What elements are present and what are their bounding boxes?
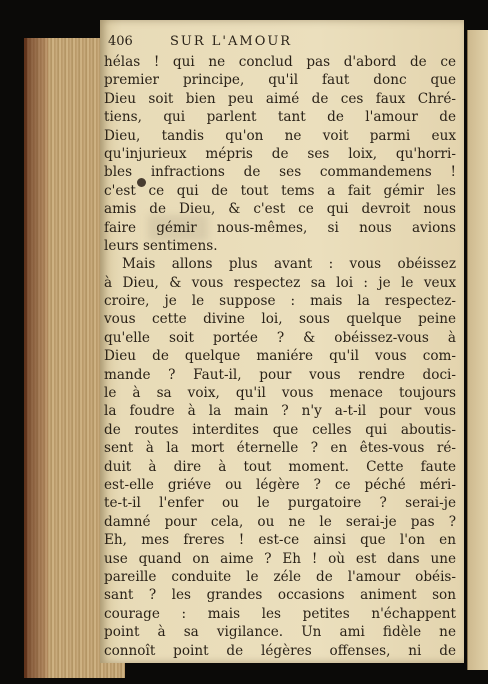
text-line: de routes interdites que celles qui aboutis- [104, 421, 456, 438]
text-line: sant ? les grandes occasions animent son [104, 587, 456, 604]
page-header [108, 33, 456, 53]
text-line: Eh, mes freres ! est-ce ainsi que l'on en [104, 532, 456, 549]
text-line: pareille conduite le zéle de l'amour obéis- [104, 568, 456, 585]
text-line: tiens, qui parlent tant de l'amour de [104, 109, 456, 126]
text-line: à Dieu, & vous respectez sa loi : je le veux [104, 274, 456, 291]
text-line: Mais allons plus avant : vous obéissez [122, 256, 456, 273]
text-line: mande ? Faut-il, pour vous rendre doci- [104, 366, 456, 383]
text-line: qu'injurieux mépris de ses loix, qu'horri- [104, 145, 456, 162]
text-line: courage : mais les petites n'échappent [104, 605, 456, 622]
text-line: use quand on aime ? Eh ! où est dans une [104, 550, 456, 567]
text-line: la foudre à la main ? n'y a-t-il pour vous [104, 403, 456, 420]
body-text [104, 53, 456, 660]
text-line: qu'elle soit portée ? & obéissez-vous à [104, 329, 456, 346]
text-line: croire, je le suppose : mais la respectez- [104, 293, 456, 310]
text-line: leurs sentimens. [104, 237, 218, 254]
text-line: Dieu, tandis qu'on ne voit parmi eux [104, 127, 456, 144]
text-line: premier principe, qu'il faut donc que [104, 72, 456, 89]
text-line: sent à la mort éternelle ? en êtes-vous ré- [104, 440, 456, 457]
text-line: faire gémir nous-mêmes, si nous avions [104, 219, 456, 236]
running-title: SUR L'AMOUR [170, 34, 293, 49]
page-number: 406 [108, 34, 133, 49]
text-line: vous cette divine loi, sous quelque peine [104, 311, 456, 328]
text-line: c'est ce qui de tout tems a fait gémir les [104, 182, 456, 199]
text-line: hélas ! qui ne conclud pas d'abord de ce [104, 54, 456, 70]
text-line: connoît point de légères offenses, ni de [104, 642, 456, 659]
text-line: damné pour cela, ou ne le serai-je pas ? [104, 513, 456, 530]
text-line: point à sa vigilance. Un ami fidèle ne [104, 624, 456, 641]
text-line: Dieu soit bien peu aimé de ces faux Chré- [104, 90, 456, 107]
text-line: bles infractions de ses commandemens ! [104, 164, 456, 181]
text-line: le à sa voix, qu'il vous menace toujours [104, 385, 456, 402]
text-line: Dieu de quelque maniére qu'il vous com- [104, 348, 456, 365]
text-line: amis de Dieu, & c'est ce qui devroit nous [104, 201, 456, 218]
text-line: duit à dire à tout moment. Cette faute [104, 458, 456, 475]
page-edges-shadow [24, 38, 48, 678]
text-line: te-t-il l'enfer ou le purgatoire ? serai-je [104, 495, 456, 512]
facing-page-edge [467, 30, 488, 670]
page-text [104, 33, 456, 660]
text-line: est-elle griéve ou légère ? ce péché méri- [104, 476, 456, 493]
